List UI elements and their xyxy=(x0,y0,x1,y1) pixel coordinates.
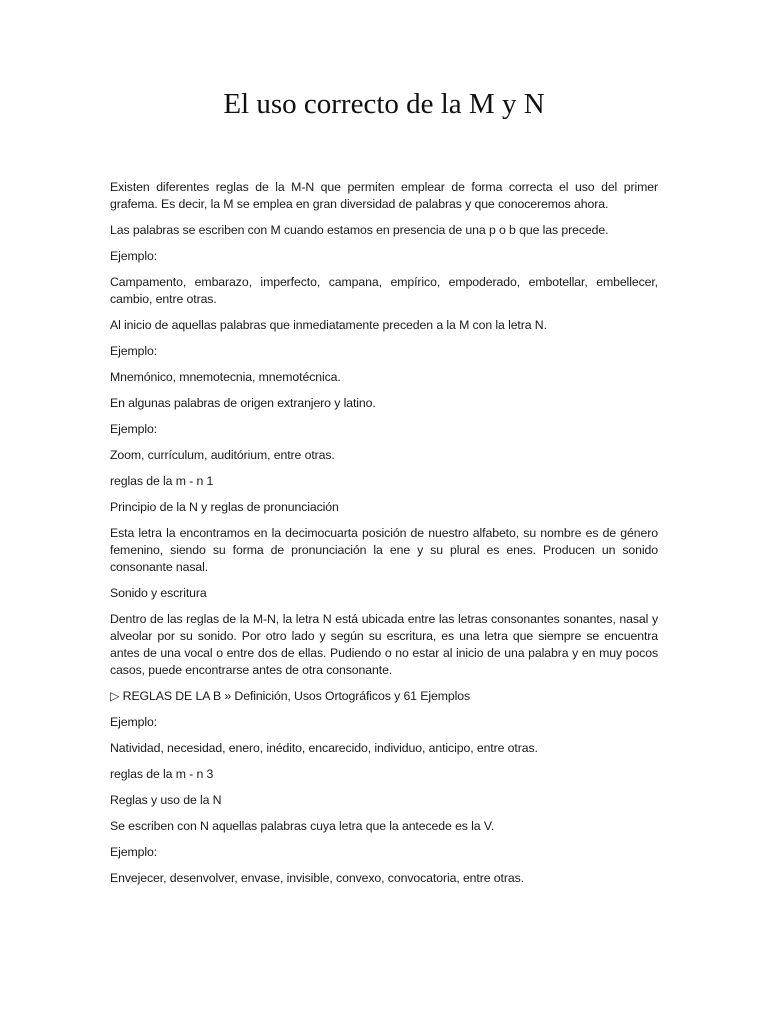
document-body xyxy=(110,179,658,887)
paragraph: Mnemónico, mnemotecnia, mnemotécnica. xyxy=(110,370,341,384)
paragraph: Envejecer, desenvolver, envase, invisible, convexo, convocatoria, entre otras. xyxy=(110,871,524,885)
paragraph: En algunas palabras de origen extranjero y latino. xyxy=(110,396,376,410)
paragraph: Natividad, necesidad, enero, inédito, encarecido, individuo, anticipo, entre otras. xyxy=(110,741,538,755)
paragraph: Esta letra la encontramos en la decimocuarta posición de nuestro alfabeto, su nombre es de género femenino, siendo su forma de pronunciación la ene y su plural es enes. Producen un sonido consonante nasal. xyxy=(110,526,658,574)
image-caption: reglas de la m - n 1 xyxy=(110,474,214,488)
example-label: Ejemplo: xyxy=(110,422,158,436)
example-label: Ejemplo: xyxy=(110,715,158,729)
example-label: Ejemplo: xyxy=(110,344,158,358)
example-label: Ejemplo: xyxy=(110,845,158,859)
paragraph: Existen diferentes reglas de la M-N que permiten emplear de forma correcta el uso del primer grafema. Es decir, la M se emplea en gran diversidad de palabras y que conoceremos ahora. xyxy=(110,180,658,211)
section-heading: Principio de la N y reglas de pronunciación xyxy=(110,500,339,514)
paragraph: Campamento, embarazo, imperfecto, campana, empírico, empoderado, embotellar, embellecer, cambio, entre otras. xyxy=(110,275,658,306)
paragraph: Al inicio de aquellas palabras que inmediatamente preceden a la M con la letra N. xyxy=(110,318,547,332)
paragraph: Dentro de las reglas de la M-N, la letra N está ubicada entre las letras consonantes sonantes, nasal y alveolar por su sonido. Por otro lado y según su escritura, es una letra que siempre se encuentra antes de una vocal o entre dos de ellas. Pudiendo o no estar al inicio de una palabra y en muy pocos casos, puede encontrarse antes de otra consonante. xyxy=(110,612,658,677)
section-heading: Sonido y escritura xyxy=(110,586,207,600)
section-heading: Reglas y uso de la N xyxy=(110,793,222,807)
paragraph: Zoom, currículum, auditórium, entre otras. xyxy=(110,448,335,462)
paragraph: Se escriben con N aquellas palabras cuya letra que la antecede es la V. xyxy=(110,819,495,833)
image-caption: reglas de la m - n 3 xyxy=(110,767,214,781)
example-label: Ejemplo: xyxy=(110,249,158,263)
related-link: ▷ REGLAS DE LA B » Definición, Usos Ortográficos y 61 Ejemplos xyxy=(110,689,471,703)
page-title: El uso correcto de la M y N xyxy=(223,88,545,120)
paragraph: Las palabras se escriben con M cuando estamos en presencia de una p o b que las precede. xyxy=(110,223,609,237)
